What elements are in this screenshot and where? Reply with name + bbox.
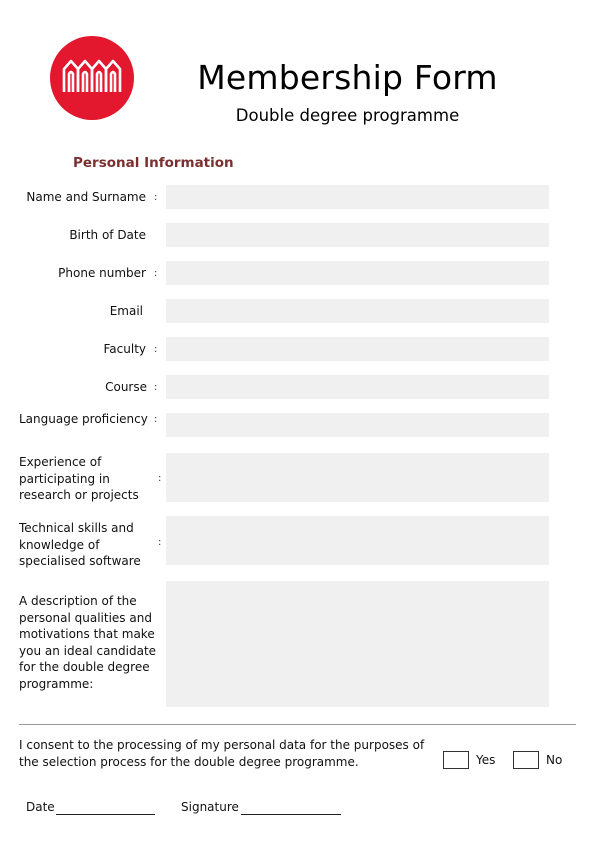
colon: : <box>154 344 158 355</box>
consent-no-checkbox[interactable] <box>513 751 539 769</box>
field-label-course: Course <box>105 380 147 394</box>
consent-yes-label: Yes <box>476 753 496 767</box>
consent-text: I consent to the processing of my personal data for the purposes of the selection process for the double degree programme. <box>19 738 425 769</box>
faculty-input[interactable] <box>166 337 549 361</box>
university-logo <box>50 36 134 120</box>
field-label-description: A description of the personal qualities and motivations that make you an ideal candidate for the double degree programme: <box>19 594 157 691</box>
field-label-faculty: Faculty <box>103 342 146 356</box>
colon: : <box>154 192 158 203</box>
technical-skills-textarea[interactable] <box>166 516 549 565</box>
description-textarea[interactable] <box>166 581 549 707</box>
colon: : <box>158 537 162 548</box>
date-line[interactable] <box>56 814 155 815</box>
colon: : <box>154 382 158 393</box>
field-label-experience: Experience of participating in research or projects <box>19 455 139 502</box>
building-arches-icon <box>50 36 134 120</box>
consent-no-label: No <box>546 753 563 767</box>
field-label-email: Email <box>109 304 143 318</box>
birth-date-input[interactable] <box>166 223 549 247</box>
email-input[interactable] <box>166 299 549 323</box>
colon: : <box>154 414 158 425</box>
signature-label: Signature <box>181 800 239 814</box>
divider <box>19 724 576 725</box>
course-input[interactable] <box>166 375 549 399</box>
field-label-birth-date: Birth of Date <box>69 228 146 242</box>
field-label-name: Name and Surname <box>26 190 146 204</box>
page-title: Membership Form <box>197 58 498 97</box>
field-label-phone: Phone number <box>58 266 146 280</box>
name-surname-input[interactable] <box>166 185 549 209</box>
language-proficiency-input[interactable] <box>166 413 549 437</box>
consent-yes-checkbox[interactable] <box>443 751 469 769</box>
page-subtitle: Double degree programme <box>235 106 460 125</box>
phone-input[interactable] <box>166 261 549 285</box>
colon: : <box>158 473 162 484</box>
field-label-language: Language proficiency <box>19 412 148 426</box>
section-title: Personal Information <box>73 155 234 171</box>
experience-textarea[interactable] <box>166 453 549 502</box>
date-label: Date <box>26 800 55 814</box>
signature-line[interactable] <box>241 814 341 815</box>
field-label-technical-skills: Technical skills and knowledge of specialised software <box>19 521 141 568</box>
colon: : <box>154 268 158 279</box>
